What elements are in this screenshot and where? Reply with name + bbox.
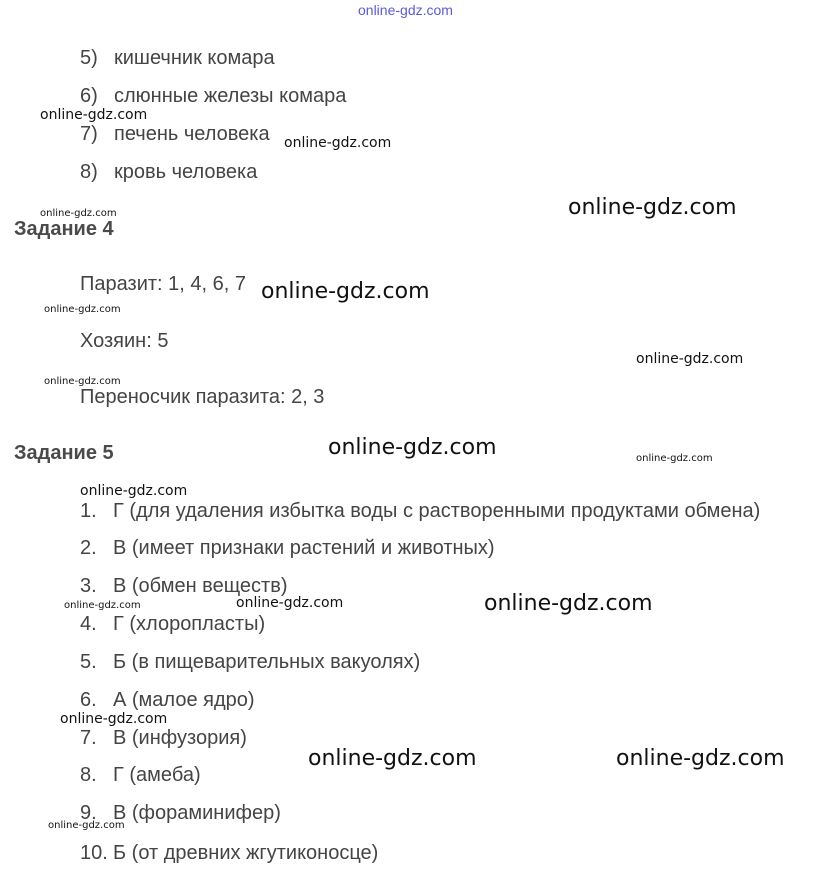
answer-item	[80, 613, 265, 636]
task4-heading: Задание 4	[14, 218, 114, 240]
answer-text: А (малое ядро)	[113, 689, 255, 711]
list-item-number: 7)	[80, 123, 98, 145]
watermark: online-gdz.com	[40, 107, 148, 123]
answer-text: В (инфузория)	[113, 727, 247, 749]
answer-item	[80, 842, 378, 865]
task5-heading: Задание 5	[14, 442, 114, 464]
answer-number: 8.	[80, 764, 97, 786]
answer-text: Г (хлоропласты)	[113, 613, 266, 635]
answer-text: Г (амеба)	[113, 764, 201, 786]
watermark: online-gdz.com	[40, 208, 117, 219]
answer-text: Б (в пищеварительных вакуолях)	[113, 651, 421, 673]
list-item-text: слюнные железы комара	[114, 85, 347, 107]
answer-item	[80, 727, 247, 750]
list-item-number: 8)	[80, 161, 98, 183]
answer-text: В (имеет признаки растений и животных)	[113, 537, 495, 559]
answer-text: Г (для удаления избытка воды с растворенными продуктами обмена)	[113, 500, 761, 522]
answer-number: 3.	[80, 575, 97, 597]
watermark: online-gdz.com	[48, 820, 125, 831]
list-item-text: печень человека	[114, 123, 270, 145]
watermark: online-gdz.com	[44, 376, 121, 387]
watermark: online-gdz.com	[44, 304, 121, 315]
answer-text: В (фораминифер)	[113, 802, 281, 824]
answer-item	[80, 651, 420, 674]
answer-text: В (обмен веществ)	[113, 575, 288, 597]
answer-number: 4.	[80, 613, 97, 635]
answer-item	[80, 500, 760, 523]
list-item	[80, 47, 275, 70]
list-item	[80, 123, 270, 146]
watermark: online-gdz.com	[261, 279, 430, 304]
watermark: online-gdz.com	[636, 351, 744, 367]
watermark: online-gdz.com	[308, 746, 477, 771]
answer-number: 2.	[80, 537, 97, 559]
list-item-text: кишечник комара	[114, 47, 275, 69]
watermark: online-gdz.com	[484, 591, 653, 616]
task4-line-vector: Переносчик паразита: 2, 3	[80, 386, 325, 408]
list-item-number: 6)	[80, 85, 98, 107]
watermark: online-gdz.com	[284, 135, 392, 151]
watermark: online-gdz.com	[636, 453, 713, 464]
task4-line-host: Хозяин: 5	[80, 330, 169, 352]
list-item-number: 5)	[80, 47, 98, 69]
answer-number: 1.	[80, 500, 97, 522]
answer-number: 7.	[80, 727, 97, 749]
task4-line-parasite: Паразит: 1, 4, 6, 7	[80, 273, 246, 295]
answer-text: Б (от древних жгутиконосце)	[113, 842, 379, 864]
list-item	[80, 85, 346, 108]
watermark: online-gdz.com	[568, 195, 737, 220]
site-header: online-gdz.com	[358, 2, 453, 18]
watermark: online-gdz.com	[616, 746, 785, 771]
answer-number: 9.	[80, 802, 97, 824]
answer-number: 6.	[80, 689, 97, 711]
list-item	[80, 161, 257, 184]
answer-item	[80, 537, 495, 560]
answer-number: 5.	[80, 651, 97, 673]
watermark: online-gdz.com	[80, 483, 188, 499]
answer-item	[80, 689, 255, 712]
watermark: online-gdz.com	[60, 711, 168, 727]
watermark: online-gdz.com	[236, 595, 344, 611]
answer-item	[80, 764, 201, 787]
answer-number: 10.	[80, 842, 108, 864]
watermark: online-gdz.com	[328, 435, 497, 460]
list-item-text: кровь человека	[114, 161, 258, 183]
watermark: online-gdz.com	[64, 600, 141, 611]
